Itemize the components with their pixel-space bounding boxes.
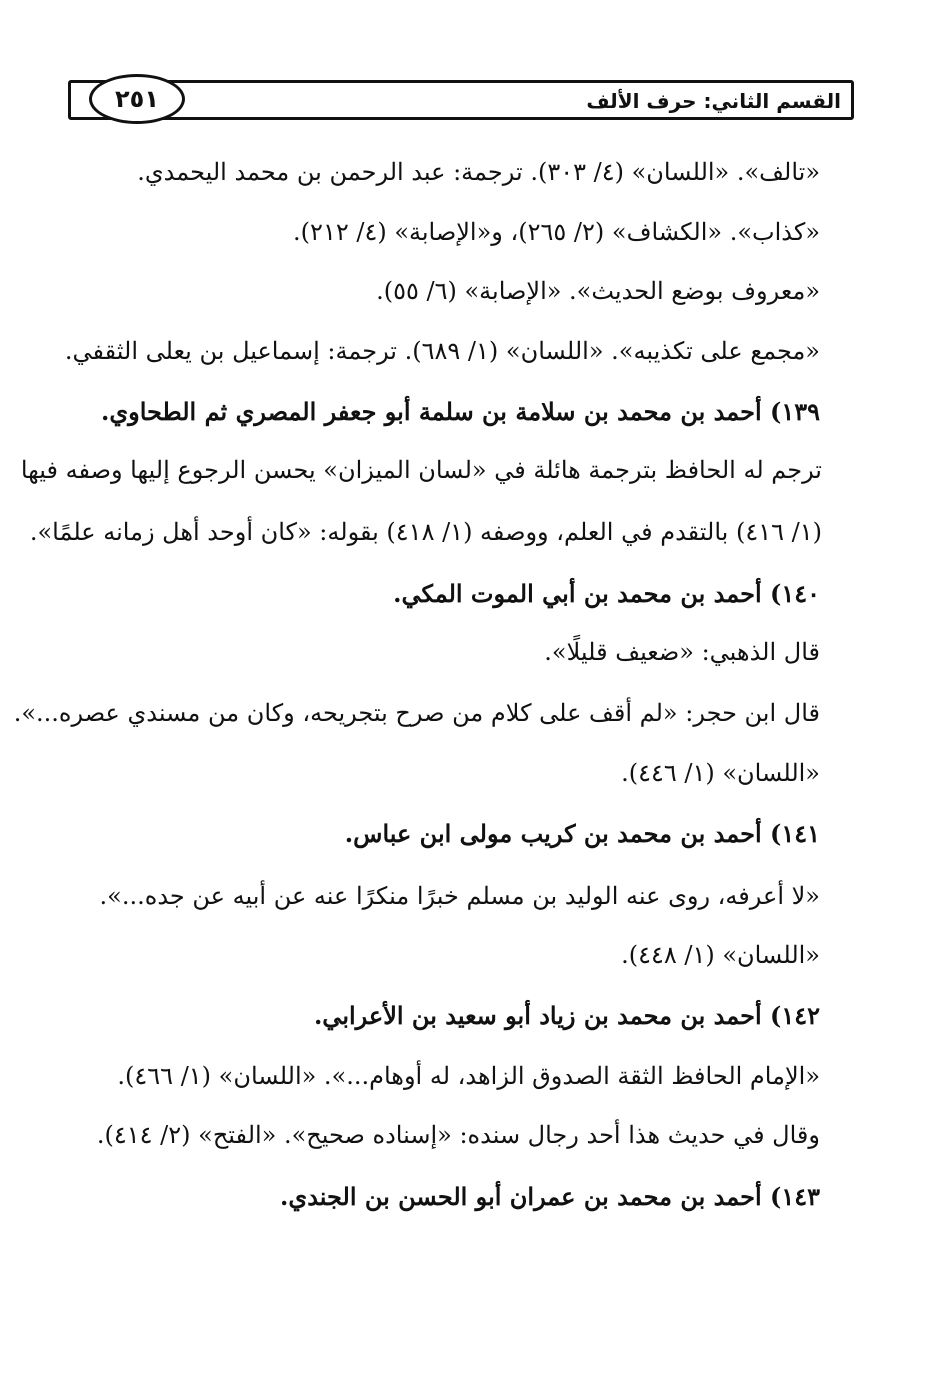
text-line-2: «كذاب». «الكشاف» (٢/ ٢٦٥)، و«الإصابة» (٤/ ٢١٢).: [293, 218, 820, 246]
text-line-10: قال ابن حجر: «لم أقف على كلام من صرح بتجريحه، وكان من مسندي عصره...».: [13, 699, 820, 727]
text-line-7: (١/ ٤١٦) بالتقدم في العلم، ووصفه (١/ ٤١٨) بقوله: «كان أوحد أهل زمانه علمًا».: [29, 518, 822, 546]
entry-heading-143: ١٤٣) أحمد بن محمد بن عمران أبو الحسن بن الجندي.: [280, 1182, 820, 1211]
text-line-3: «معروف بوضع الحديث». «الإصابة» (٦/ ٥٥).: [376, 277, 820, 305]
page-header: [68, 80, 854, 120]
entry-heading-142: ١٤٢) أحمد بن محمد بن زياد أبو سعيد بن الأعرابي.: [313, 1001, 820, 1030]
page-number-badge: ٢٥١: [89, 74, 185, 124]
text-line-4: «مجمع على تكذيبه». «اللسان» (١/ ٦٨٩). ترجمة: إسماعيل بن يعلى الثقفي.: [64, 337, 820, 365]
text-line-16: «الإمام الحافظ الثقة الصدوق الزاهد، له أوهام...». «اللسان» (١/ ٤٦٦).: [117, 1062, 820, 1090]
entry-heading-140: ١٤٠) أحمد بن محمد بن أبي الموت المكي.: [393, 579, 820, 608]
entry-heading-139: ١٣٩) أحمد بن محمد بن سلامة بن سلمة أبو جعفر المصري ثم الطحاوي.: [101, 397, 820, 426]
text-line-9: قال الذهبي: «ضعيف قليلًا».: [544, 638, 820, 666]
text-line-6: ترجم له الحافظ بترجمة هائلة في «لسان الميزان» يحسن الرجوع إليها وصفه فيها: [20, 456, 822, 484]
text-line-17: وقال في حديث هذا أحد رجال سنده: «إسناده صحيح». «الفتح» (٢/ ٤١٤).: [96, 1121, 820, 1149]
entry-heading-141: ١٤١) أحمد بن محمد بن كريب مولى ابن عباس.: [344, 819, 820, 848]
section-title: القسم الثاني: حرف الألف: [586, 89, 841, 113]
text-line-14: «اللسان» (١/ ٤٤٨).: [621, 941, 820, 969]
text-line-11: «اللسان» (١/ ٤٤٦).: [621, 759, 820, 787]
text-line-13: «لا أعرفه، روى عنه الوليد بن مسلم خبرًا منكرًا عنه عن أبيه عن جده...».: [99, 882, 820, 910]
text-line-1: «تالف». «اللسان» (٤/ ٣٠٣). ترجمة: عبد الرحمن بن محمد اليحمدي.: [137, 158, 820, 186]
